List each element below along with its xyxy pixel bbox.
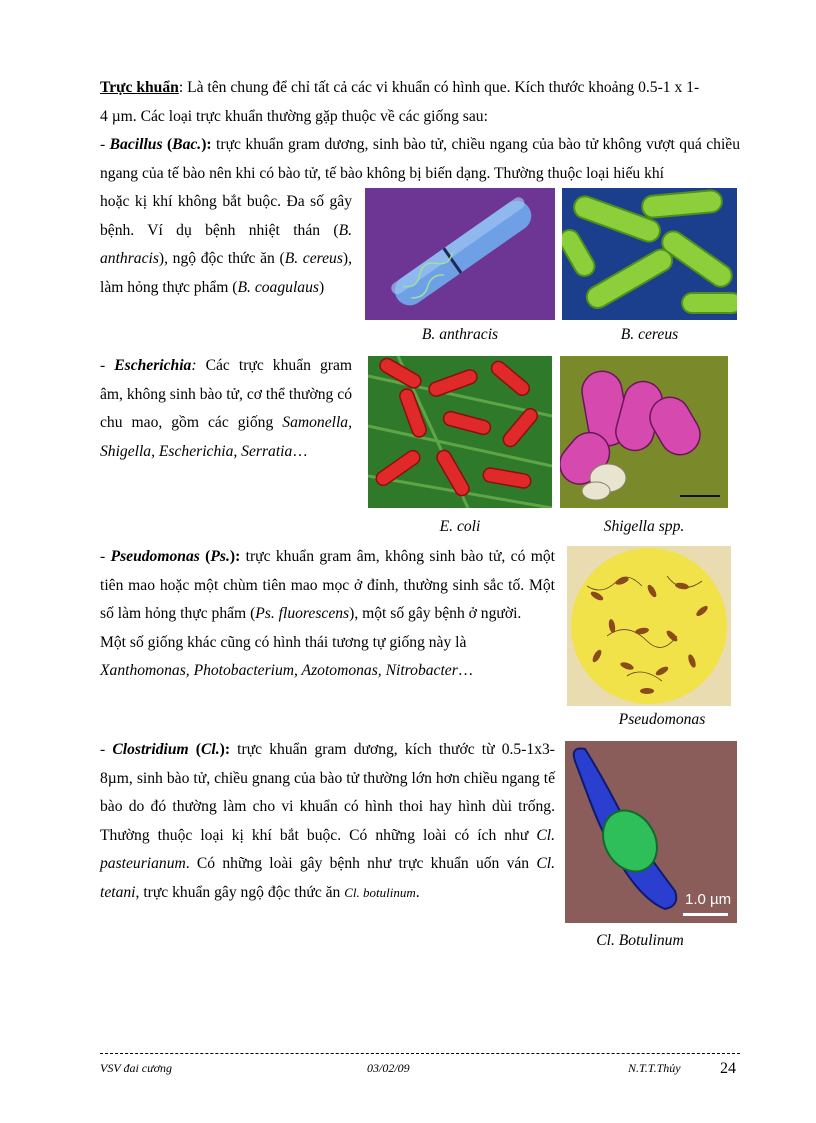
- scale-bar: [683, 913, 728, 916]
- intro-paragraph: Trực khuẩn: Là tên chung để chỉ tất cả các vi khuẩn có hình que. Kích thước khoảng 0.5-1 x 1- 4 µm. Các loại trực khuẩn thường gặp thuộc về các giống sau:: [100, 79, 700, 125]
- bacillus-paragraph: - Bacillus (Bac.): trực khuẩn gram dương, sinh bào tử, chiều ngang của bào tử không vượt quá chiều ngang của tế bào nên khi có bào tử, tế bào không bị biến dạng. Thường thuộc loại hiếu khí: [100, 136, 741, 182]
- scale-bar-label: 1.0 µm: [685, 891, 732, 908]
- intro-block: [100, 74, 740, 188]
- clostridium-paragraph: - Clostridium (Cl.): trực khuẩn gram dương, kích thước từ 0.5-1x3-8µm, sinh bào tử, chiều gnang của bào tử thường lớn hơn chiều ngang tế bào do đó thường làm cho vi khuẩn có hình thoi hay hình dùi trống. Thường thuộc loại kị khí bắt buộc. Có những loài có ích như Cl. pasteurianum. Có những loài gây bệnh như trực khuẩn uốn ván Cl. tetani, trực khuẩn gây ngộ độc thức ăn Cl. botulinum.: [100, 741, 555, 901]
- caption-shigella: Shigella spp.: [603, 518, 685, 535]
- footer-left: VSV đai cương: [100, 1061, 173, 1075]
- bacillus-continuation: hoặc kị khí không bắt buộc. Đa số gây bệnh. Ví dụ bệnh nhiệt thán (B. anthracis), ngộ độc thức ăn (B. cereus), làm hỏng thực phẩm (B. coagulaus): [100, 193, 352, 296]
- caption-b-anthracis: B. anthracis: [421, 326, 499, 343]
- footer-author: N.T.T.Thủy: [628, 1061, 681, 1075]
- page-number: 24: [720, 1060, 736, 1077]
- caption-pseudomonas: Pseudomonas: [618, 711, 706, 728]
- term-truc-khuan: Trực khuẩn: [100, 79, 179, 96]
- clostridium-name: Clostridium: [112, 741, 189, 758]
- escherichia-name: Escherichia: [114, 357, 192, 374]
- pseudomonas-name: Pseudomonas: [110, 548, 200, 565]
- caption-e-coli: E. coli: [439, 518, 481, 535]
- bacillus-name: Bacillus: [109, 136, 163, 153]
- shigella-image: [560, 356, 728, 508]
- footer-divider: [100, 1053, 740, 1054]
- e-coli-image: [368, 356, 552, 508]
- cl-botulinum-image: [565, 741, 737, 923]
- caption-cl-botulinum: Cl. Botulinum: [596, 932, 684, 949]
- pseudomonas-paragraph: - Pseudomonas (Ps.): trực khuẩn gram âm, không sinh bào tử, có một tiên mao hoặc một chùm tiên mao mọc ở đỉnh, thường sinh sắc tố. Một số làm hỏng thực phẩm (Ps. fluorescens), một số gây bệnh ở người. Một số giống khác cũng có hình thái tương tự giống này là Xanthomonas, Photobacterium, Azotomonas, Nitrobacter…: [100, 548, 556, 679]
- b-anthracis-image: [365, 188, 555, 320]
- caption-b-cereus: B. cereus: [620, 326, 679, 343]
- b-cereus-image: [562, 188, 737, 320]
- escherichia-paragraph: - Escherichia: Các trực khuẩn gram âm, không sinh bào tử, cơ thể thường có chu mao, gồm các giống Samonella, Shigella, Escherichia, Serratia…: [100, 357, 352, 460]
- footer-date: 03/02/09: [367, 1061, 410, 1075]
- pseudomonas-image: [567, 546, 731, 706]
